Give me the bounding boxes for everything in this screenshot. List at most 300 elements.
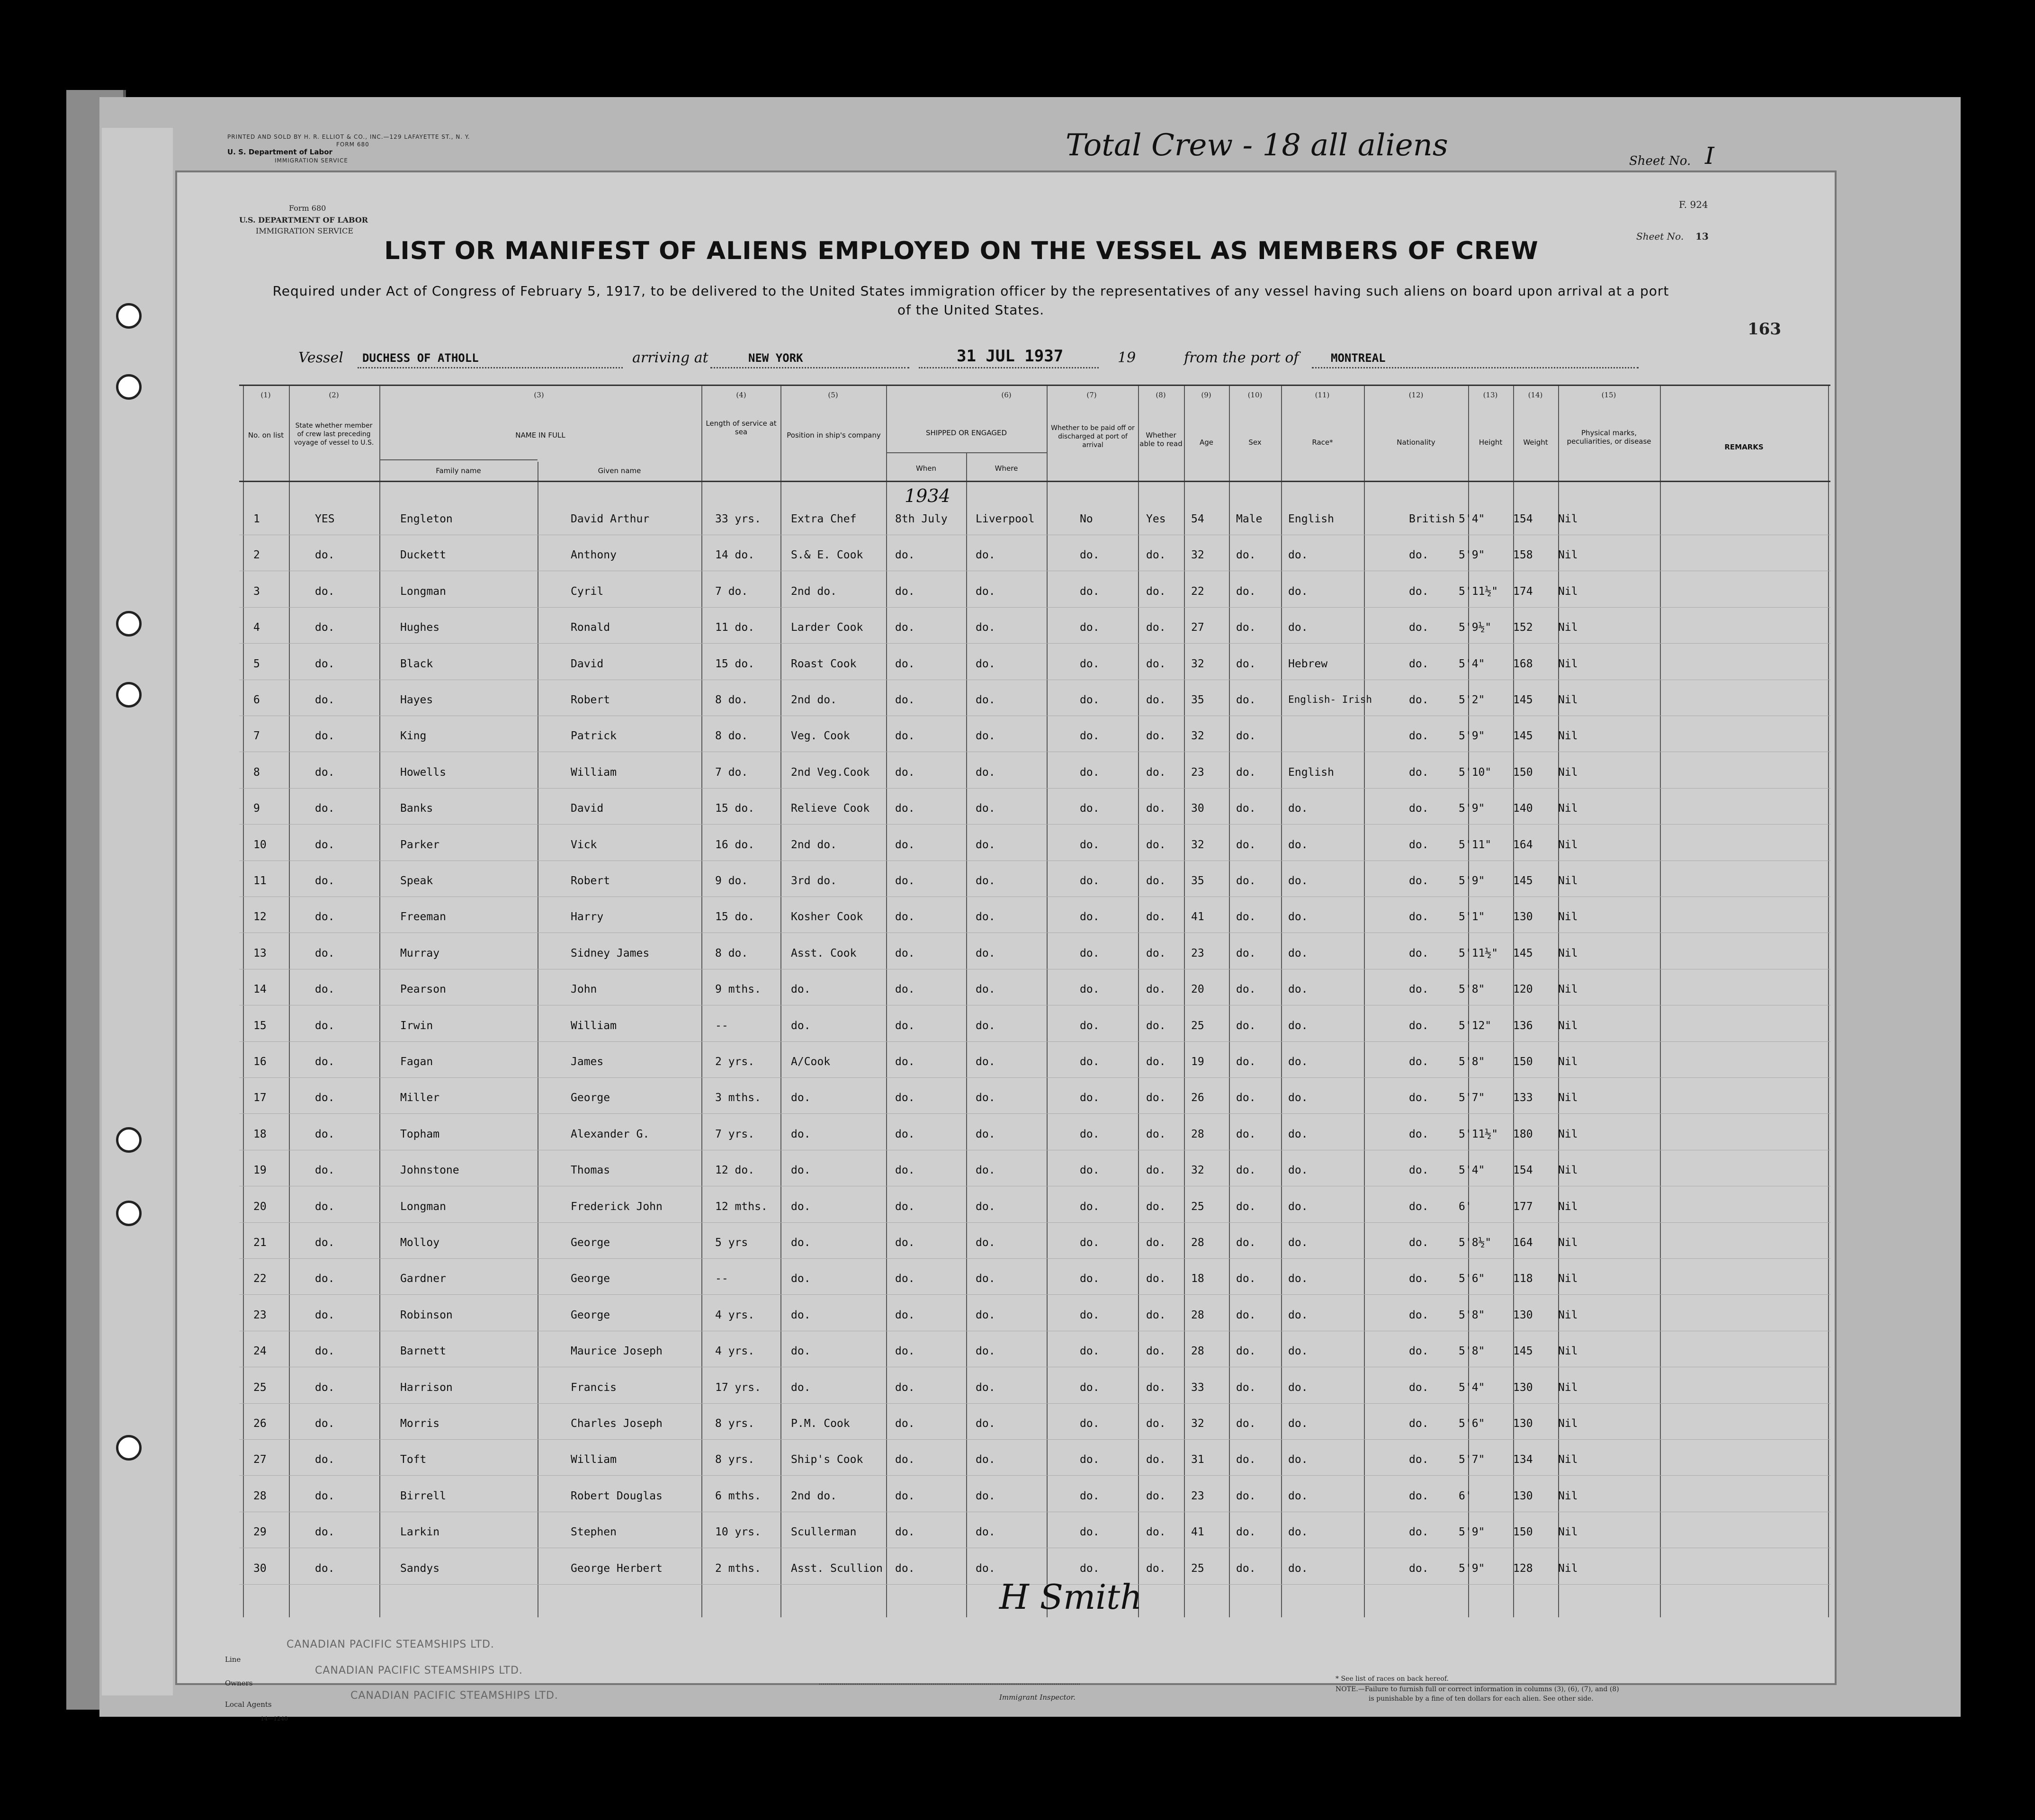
row-height: 5'7" xyxy=(1459,1092,1485,1104)
row-nationality: do. xyxy=(1409,1381,1429,1394)
row-position: A/Cook xyxy=(791,1056,831,1068)
agents-stamp: CANADIAN PACIFIC STEAMSHIPS LTD. xyxy=(350,1690,558,1702)
row-length: 4 yrs. xyxy=(715,1309,755,1321)
row-where: do. xyxy=(976,1562,995,1575)
row-marks: Nil xyxy=(1558,549,1578,562)
row-given-name: William xyxy=(571,1453,617,1466)
row-number: 8 xyxy=(253,766,260,779)
row-position: 2nd Veg.Cook xyxy=(791,766,870,779)
row-family-name: Black xyxy=(400,657,433,670)
row-state: do. xyxy=(315,838,335,851)
row-family-name: Larkin xyxy=(400,1526,440,1539)
column-number: (7) xyxy=(1086,391,1097,399)
row-when: do. xyxy=(895,1056,915,1068)
row-given-name: Anthony xyxy=(571,549,617,562)
row-given-name: George xyxy=(571,1273,610,1285)
row-nationality: do. xyxy=(1409,1562,1429,1575)
left-margin-strip xyxy=(102,128,173,1695)
row-position: do. xyxy=(791,1092,811,1104)
row-weight: 140 xyxy=(1513,802,1533,815)
table-row xyxy=(239,1345,1830,1381)
row-race: do. xyxy=(1288,1381,1308,1394)
row-state: do. xyxy=(315,621,335,634)
row-length: 15 do. xyxy=(715,802,755,815)
page-number: 163 xyxy=(1748,320,1781,339)
row-race: do. xyxy=(1288,1309,1308,1321)
row-paid: do. xyxy=(1080,1453,1100,1466)
table-row xyxy=(239,1309,1830,1345)
column-number: (3) xyxy=(534,391,544,399)
back-sheet-value: I xyxy=(1705,142,1714,170)
row-marks: Nil xyxy=(1558,621,1578,634)
row-when: do. xyxy=(895,802,915,815)
column-number: (12) xyxy=(1408,391,1424,399)
row-race: do. xyxy=(1288,1453,1308,1466)
row-where: do. xyxy=(976,585,995,598)
column-number: (2) xyxy=(329,391,339,399)
row-number: 21 xyxy=(253,1237,267,1249)
row-when: do. xyxy=(895,911,915,923)
table-row xyxy=(239,658,1830,694)
row-state: do. xyxy=(315,1417,335,1430)
row-sex: do. xyxy=(1236,802,1256,815)
row-where: do. xyxy=(976,1309,995,1321)
column-number: (9) xyxy=(1201,391,1211,399)
row-nationality: do. xyxy=(1409,1128,1429,1140)
row-race: do. xyxy=(1288,1273,1308,1285)
binder-hole xyxy=(116,611,142,637)
table-row xyxy=(239,1201,1830,1237)
row-given-name: Alexander G. xyxy=(571,1128,650,1140)
row-position: Asst. Scullion xyxy=(791,1562,883,1575)
row-read: do. xyxy=(1146,802,1166,815)
from-label: from the port of xyxy=(1184,350,1299,366)
row-race: do. xyxy=(1288,1237,1308,1249)
row-where: do. xyxy=(976,1489,995,1502)
row-when: do. xyxy=(895,875,915,887)
row-paid: do. xyxy=(1080,911,1100,923)
row-paid: do. xyxy=(1080,947,1100,959)
row-number: 15 xyxy=(253,1019,267,1032)
row-paid: do. xyxy=(1080,1019,1100,1032)
row-nationality: do. xyxy=(1409,1526,1429,1539)
row-state: do. xyxy=(315,1309,335,1321)
row-when: do. xyxy=(895,1562,915,1575)
table-row xyxy=(239,730,1830,766)
row-race: do. xyxy=(1288,1019,1308,1032)
row-state: do. xyxy=(315,1345,335,1358)
row-number: 25 xyxy=(253,1381,267,1394)
row-nationality: do. xyxy=(1409,766,1429,779)
row-weight: 154 xyxy=(1513,513,1533,525)
row-given-name: Robert Douglas xyxy=(571,1489,663,1502)
row-state: do. xyxy=(315,1237,335,1249)
row-age: 28 xyxy=(1191,1309,1204,1321)
header-remarks: REMARKS xyxy=(1724,443,1764,451)
row-age: 19 xyxy=(1191,1056,1204,1068)
row-position: do. xyxy=(791,1345,811,1358)
row-nationality: do. xyxy=(1409,983,1429,996)
row-family-name: King xyxy=(400,730,427,743)
row-state: do. xyxy=(315,1562,335,1575)
inspector-label: Immigrant Inspector. xyxy=(999,1693,1076,1702)
row-number: 19 xyxy=(253,1164,267,1177)
row-family-name: Pearson xyxy=(400,983,446,996)
column-number: (6) xyxy=(1001,391,1012,399)
row-length: 12 do. xyxy=(715,1164,755,1177)
row-sex: do. xyxy=(1236,621,1256,634)
row-where: do. xyxy=(976,1056,995,1068)
row-length: 33 yrs. xyxy=(715,513,761,525)
row-nationality: do. xyxy=(1409,911,1429,923)
row-paid: do. xyxy=(1080,694,1100,706)
row-when: do. xyxy=(895,1309,915,1321)
row-number: 2 xyxy=(253,549,260,562)
table-row xyxy=(239,875,1830,911)
row-paid: do. xyxy=(1080,838,1100,851)
vessel-label: Vessel xyxy=(298,350,343,366)
row-read: do. xyxy=(1146,1309,1166,1321)
row-length: 7 yrs. xyxy=(715,1128,755,1140)
row-length: 8 do. xyxy=(715,730,748,743)
row-age: 32 xyxy=(1191,549,1204,562)
row-nationality: do. xyxy=(1409,694,1429,706)
row-number: 30 xyxy=(253,1562,267,1575)
row-read: do. xyxy=(1146,1526,1166,1539)
row-paid: do. xyxy=(1080,730,1100,743)
column-number: (15) xyxy=(1601,391,1616,399)
from-dotted-line xyxy=(1312,367,1639,368)
row-read: do. xyxy=(1146,1453,1166,1466)
row-number: 10 xyxy=(253,838,267,851)
row-position: do. xyxy=(791,1019,811,1032)
row-paid: do. xyxy=(1080,1345,1100,1358)
row-marks: Nil xyxy=(1558,1092,1578,1104)
header-position: Position in ship's company xyxy=(787,431,881,439)
row-sex: do. xyxy=(1236,1526,1256,1539)
row-position: Ship's Cook xyxy=(791,1453,863,1466)
row-marks: Nil xyxy=(1558,1056,1578,1068)
row-height: 6' xyxy=(1459,1200,1472,1213)
row-paid: do. xyxy=(1080,1164,1100,1177)
arrival-date-stamp: 31 JUL 1937 xyxy=(957,347,1064,366)
row-number: 16 xyxy=(253,1056,267,1068)
row-read: do. xyxy=(1146,1237,1166,1249)
row-family-name: Miller xyxy=(400,1092,440,1104)
row-family-name: Duckett xyxy=(400,549,446,562)
row-number: 18 xyxy=(253,1128,267,1140)
header-marks: Physical marks, peculiarities, or disease xyxy=(1567,429,1651,446)
row-paid: do. xyxy=(1080,657,1100,670)
row-marks: Nil xyxy=(1558,983,1578,996)
row-weight: 164 xyxy=(1513,1237,1533,1249)
date-dotted-line xyxy=(919,367,1099,368)
row-age: 54 xyxy=(1191,513,1204,525)
header-shipped: SHIPPED OR ENGAGED xyxy=(925,429,1007,437)
vessel-value: DUCHESS OF ATHOLL xyxy=(362,351,479,365)
row-race: do. xyxy=(1288,549,1308,562)
row-sex: do. xyxy=(1236,947,1256,959)
row-number: 26 xyxy=(253,1417,267,1430)
row-position: do. xyxy=(791,1164,811,1177)
row-marks: Nil xyxy=(1558,1453,1578,1466)
row-sex: do. xyxy=(1236,549,1256,562)
row-read: do. xyxy=(1146,1056,1166,1068)
row-state: do. xyxy=(315,549,335,562)
row-where: do. xyxy=(976,549,995,562)
row-read: do. xyxy=(1146,1381,1166,1394)
inspector-signature: H Smith xyxy=(999,1577,1142,1617)
row-race: do. xyxy=(1288,585,1308,598)
row-given-name: George xyxy=(571,1092,610,1104)
row-where: do. xyxy=(976,983,995,996)
row-family-name: Freeman xyxy=(400,911,446,923)
header-nationality: Nationality xyxy=(1397,438,1435,447)
row-given-name: Vick xyxy=(571,838,597,851)
row-age: 32 xyxy=(1191,838,1204,851)
header-family: Family name xyxy=(436,466,481,475)
row-marks: Nil xyxy=(1558,657,1578,670)
row-nationality: do. xyxy=(1409,1164,1429,1177)
row-height: 5'8" xyxy=(1459,983,1485,996)
row-position: do. xyxy=(791,1237,811,1249)
row-family-name: Harrison xyxy=(400,1381,453,1394)
row-family-name: Barnett xyxy=(400,1345,446,1358)
row-number: 23 xyxy=(253,1309,267,1321)
form-number: Form 680 xyxy=(289,204,326,213)
row-number: 11 xyxy=(253,875,267,887)
row-number: 9 xyxy=(253,802,260,815)
back-service: IMMIGRATION SERVICE xyxy=(275,157,348,164)
row-race: do. xyxy=(1288,947,1308,959)
row-age: 41 xyxy=(1191,911,1204,923)
row-given-name: David xyxy=(571,657,604,670)
row-weight: 150 xyxy=(1513,766,1533,779)
row-marks: Nil xyxy=(1558,730,1578,743)
row-where: do. xyxy=(976,1237,995,1249)
row-race: do. xyxy=(1288,838,1308,851)
row-read: do. xyxy=(1146,621,1166,634)
row-state: YES xyxy=(315,513,335,525)
row-weight: 134 xyxy=(1513,1453,1533,1466)
row-length: 16 do. xyxy=(715,838,755,851)
row-state: do. xyxy=(315,766,335,779)
form-code: F. 924 xyxy=(1679,199,1708,210)
row-marks: Nil xyxy=(1558,1019,1578,1032)
row-paid: do. xyxy=(1080,621,1100,634)
manifest-table xyxy=(239,385,1830,1617)
row-where: do. xyxy=(976,838,995,851)
row-given-name: John xyxy=(571,983,597,996)
row-sex: do. xyxy=(1236,1453,1256,1466)
row-given-name: James xyxy=(571,1056,604,1068)
row-family-name: Robinson xyxy=(400,1309,453,1321)
header-name: NAME IN FULL xyxy=(515,431,565,439)
row-nationality: do. xyxy=(1409,1019,1429,1032)
table-row xyxy=(239,1273,1830,1309)
row-paid: do. xyxy=(1080,1417,1100,1430)
table-row xyxy=(239,983,1830,1019)
row-position: Relieve Cook xyxy=(791,802,870,815)
row-height: 5'9" xyxy=(1459,549,1485,562)
row-age: 18 xyxy=(1191,1273,1204,1285)
row-when: do. xyxy=(895,694,915,706)
row-length: 12 mths. xyxy=(715,1200,768,1213)
table-row xyxy=(239,947,1830,983)
row-where: do. xyxy=(976,621,995,634)
row-weight: 118 xyxy=(1513,1273,1533,1285)
row-state: do. xyxy=(315,911,335,923)
row-sex: do. xyxy=(1236,1417,1256,1430)
row-state: do. xyxy=(315,875,335,887)
row-position: Veg. Cook xyxy=(791,730,850,743)
row-where: do. xyxy=(976,694,995,706)
row-sex: do. xyxy=(1236,585,1256,598)
inspector-line xyxy=(819,1684,1080,1685)
inner-sheet-value: 13 xyxy=(1695,231,1709,242)
row-race: do. xyxy=(1288,911,1308,923)
row-length: 6 mths. xyxy=(715,1489,761,1502)
row-sex: do. xyxy=(1236,657,1256,670)
row-state: do. xyxy=(315,730,335,743)
row-length: 8 do. xyxy=(715,694,748,706)
row-length: 7 do. xyxy=(715,766,748,779)
row-read: do. xyxy=(1146,1489,1166,1502)
binder-hole xyxy=(116,1435,142,1461)
row-age: 32 xyxy=(1191,657,1204,670)
row-age: 20 xyxy=(1191,983,1204,996)
row-where: do. xyxy=(976,1092,995,1104)
row-read: do. xyxy=(1146,730,1166,743)
table-row xyxy=(239,1381,1830,1417)
row-number: 20 xyxy=(253,1200,267,1213)
row-nationality: do. xyxy=(1409,1417,1429,1430)
row-length: 11 do. xyxy=(715,621,755,634)
row-nationality: do. xyxy=(1409,1453,1429,1466)
row-nationality: British xyxy=(1409,513,1455,525)
row-race: do. xyxy=(1288,983,1308,996)
row-given-name: Thomas xyxy=(571,1164,610,1177)
row-read: do. xyxy=(1146,657,1166,670)
row-state: do. xyxy=(315,1453,335,1466)
row-length: 17 yrs. xyxy=(715,1381,761,1394)
row-position: 2nd do. xyxy=(791,694,837,706)
row-given-name: Robert xyxy=(571,875,610,887)
from-value: MONTREAL xyxy=(1331,351,1386,365)
table-row xyxy=(239,1490,1830,1526)
row-given-name: George Herbert xyxy=(571,1562,663,1575)
row-where: do. xyxy=(976,766,995,779)
row-state: do. xyxy=(315,1526,335,1539)
row-read: do. xyxy=(1146,766,1166,779)
row-length: -- xyxy=(715,1019,728,1032)
row-number: 1 xyxy=(253,513,260,525)
row-when: do. xyxy=(895,1092,915,1104)
row-weight: 136 xyxy=(1513,1019,1533,1032)
row-given-name: Francis xyxy=(571,1381,617,1394)
row-height: 5'4" xyxy=(1459,1381,1485,1394)
row-marks: Nil xyxy=(1558,694,1578,706)
row-when: do. xyxy=(895,983,915,996)
row-weight: 164 xyxy=(1513,838,1533,851)
row-paid: do. xyxy=(1080,1381,1100,1394)
row-given-name: George xyxy=(571,1237,610,1249)
row-family-name: Fagan xyxy=(400,1056,433,1068)
footer xyxy=(223,1629,1823,1722)
row-marks: Nil xyxy=(1558,1164,1578,1177)
row-paid: do. xyxy=(1080,1526,1100,1539)
table-row xyxy=(239,1092,1830,1128)
row-family-name: Murray xyxy=(400,947,440,959)
row-age: 25 xyxy=(1191,1019,1204,1032)
row-when: do. xyxy=(895,947,915,959)
row-position: do. xyxy=(791,1273,811,1285)
row-marks: Nil xyxy=(1558,1526,1578,1539)
row-sex: do. xyxy=(1236,875,1256,887)
owners-stamp: CANADIAN PACIFIC STEAMSHIPS LTD. xyxy=(315,1665,523,1677)
row-paid: do. xyxy=(1080,1237,1100,1249)
row-sex: Male xyxy=(1236,513,1263,525)
table-row xyxy=(239,1417,1830,1453)
row-age: 30 xyxy=(1191,802,1204,815)
row-read: do. xyxy=(1146,1200,1166,1213)
row-state: do. xyxy=(315,1164,335,1177)
row-given-name: Charles Joseph xyxy=(571,1417,663,1430)
column-number: (8) xyxy=(1156,391,1166,399)
department: U.S. DEPARTMENT OF LABOR xyxy=(239,215,368,224)
row-number: 22 xyxy=(253,1273,267,1285)
row-number: 29 xyxy=(253,1526,267,1539)
agents-label: Local Agents xyxy=(225,1700,272,1709)
row-age: 32 xyxy=(1191,1164,1204,1177)
vessel-dotted-line xyxy=(358,367,623,368)
row-marks: Nil xyxy=(1558,1128,1578,1140)
year-label: 19 xyxy=(1118,350,1136,366)
row-given-name: Maurice Joseph xyxy=(571,1345,663,1358)
binder-hole xyxy=(116,374,142,400)
printer-credit: PRINTED AND SOLD BY H. R. ELLIOT & CO., INC.—129 LAFAYETTE ST., N. Y. xyxy=(227,134,470,140)
row-age: 26 xyxy=(1191,1092,1204,1104)
service: IMMIGRATION SERVICE xyxy=(256,226,354,235)
row-state: do. xyxy=(315,585,335,598)
header-when: When xyxy=(915,464,937,473)
row-age: 33 xyxy=(1191,1381,1204,1394)
row-number: 3 xyxy=(253,585,260,598)
row-age: 23 xyxy=(1191,947,1204,959)
document-subtitle: Required under Act of Congress of February 5, 1917, to be delivered to the United States immigration officer by the representatives of any vessel having such aliens on board upon arrival at a port of the United States. xyxy=(272,283,1669,318)
row-race: English- Irish xyxy=(1288,694,1372,705)
row-family-name: Morris xyxy=(400,1417,440,1430)
document-title: LIST OR MANIFEST OF ALIENS EMPLOYED ON THE VESSEL AS MEMBERS OF CREW xyxy=(384,237,1539,265)
row-family-name: Parker xyxy=(400,838,440,851)
row-where: do. xyxy=(976,1164,995,1177)
table-row xyxy=(239,513,1830,549)
row-position: Asst. Cook xyxy=(791,947,857,959)
row-given-name: Patrick xyxy=(571,730,617,743)
header-no: No. on list xyxy=(248,431,284,439)
row-weight: 180 xyxy=(1513,1128,1533,1140)
row-age: 25 xyxy=(1191,1200,1204,1213)
row-state: do. xyxy=(315,1489,335,1502)
header-state: State whether member of crew last preceding voyage of vessel to U.S. xyxy=(294,422,374,447)
row-number: 24 xyxy=(253,1345,267,1358)
row-read: do. xyxy=(1146,1417,1166,1430)
row-read: do. xyxy=(1146,911,1166,923)
row-weight: 130 xyxy=(1513,1489,1533,1502)
row-sex: do. xyxy=(1236,838,1256,851)
table-row xyxy=(239,1164,1830,1200)
table-row xyxy=(239,621,1830,657)
